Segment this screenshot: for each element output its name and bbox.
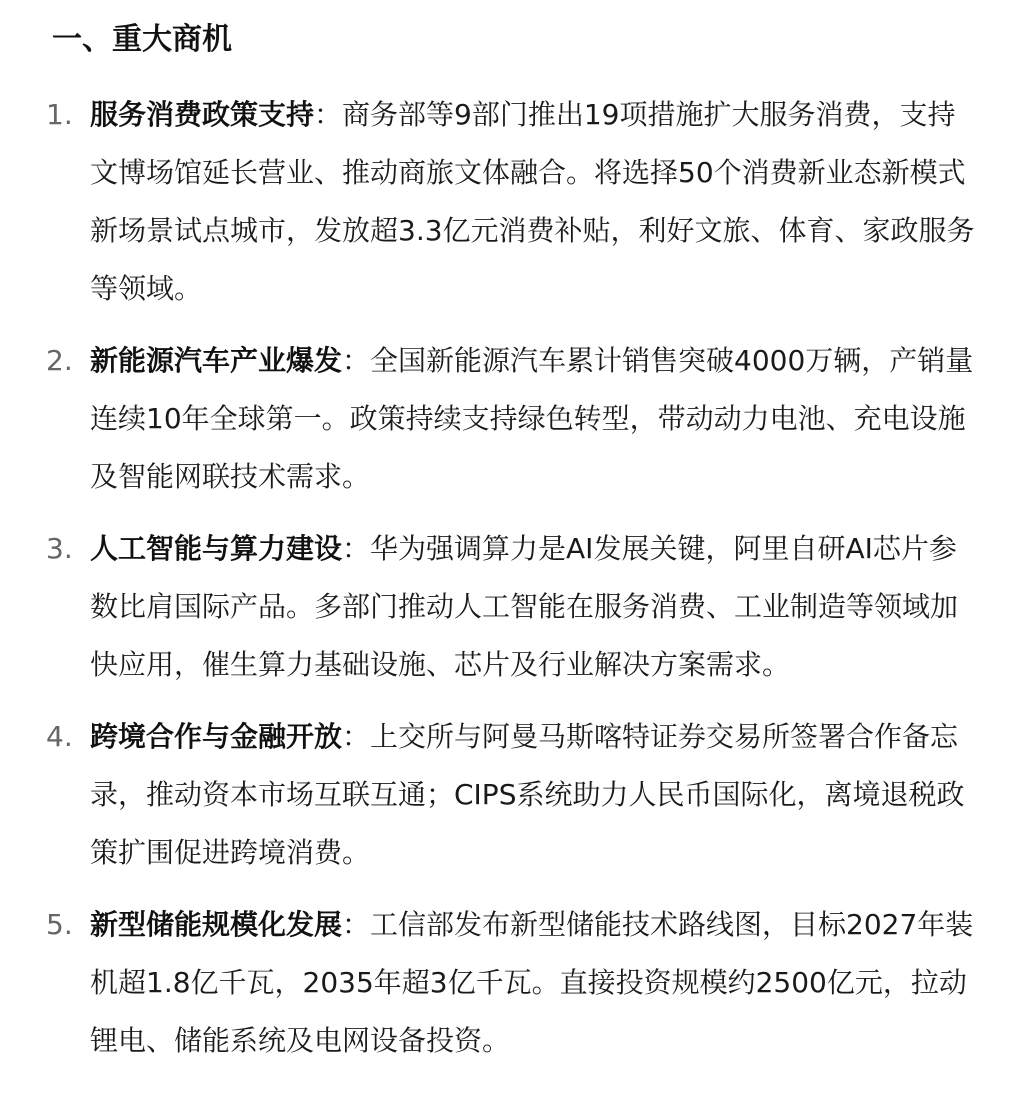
list-item-heading: 服务消费政策支持 [90, 98, 315, 131]
list-item-text: 工信部发布新型储能技术路线图，目标2027年装机超1.8亿千瓦，2035年超3亿千瓦。直接投资规模约2500亿元，拉动锂电、储能系统及电网设备投资。 [90, 908, 974, 1057]
heading-separator: ： [342, 532, 371, 565]
list-item-body [90, 520, 982, 694]
list-number: 3. [46, 532, 73, 565]
list-item-4 [46, 708, 982, 882]
heading-separator: ： [314, 98, 343, 131]
list-item-heading: 新能源汽车产业爆发 [90, 344, 343, 377]
list-item-3 [46, 520, 982, 694]
list-item-2 [46, 332, 982, 506]
list-item-heading: 跨境合作与金融开放 [90, 720, 343, 753]
list-item-body [90, 332, 982, 506]
list-item-heading: 新型储能规模化发展 [90, 908, 343, 941]
list-item-heading: 人工智能与算力建设 [90, 532, 343, 565]
list-item-5 [46, 896, 982, 1070]
heading-separator: ： [342, 908, 371, 941]
heading-separator: ： [342, 720, 371, 753]
list-item-text: 上交所与阿曼马斯喀特证券交易所签署合作备忘录，推动资本市场互联互通；CIPS系统助力人民币国际化，离境退税政策扩围促进跨境消费。 [90, 720, 965, 869]
heading-separator: ： [342, 344, 371, 377]
list-number: 2. [46, 344, 73, 377]
list-number: 4. [46, 720, 73, 753]
list-number: 5. [46, 908, 73, 941]
opportunity-list [46, 86, 982, 1070]
list-number: 1. [46, 98, 73, 131]
list-item-text: 商务部等9部门推出19项措施扩大服务消费，支持文博场馆延长营业、推动商旅文体融合。将选择50个消费新业态新模式新场景试点城市，发放超3.3亿元消费补贴，利好文旅、体育、家政服务等领域。 [90, 98, 975, 305]
list-item-body [90, 896, 982, 1070]
list-item-text: 全国新能源汽车累计销售突破4000万辆，产销量连续10年全球第一。政策持续支持绿色转型，带动动力电池、充电设施及智能网联技术需求。 [90, 344, 974, 493]
section-title: 一、重大商机 [52, 22, 232, 57]
list-item-1 [46, 86, 982, 318]
list-item-body [90, 708, 982, 882]
list-item-body [90, 86, 982, 318]
list-item-text: 华为强调算力是AI发展关键，阿里自研AI芯片参数比肩国际产品。多部门推动人工智能在服务消费、工业制造等领域加快应用，催生算力基础设施、芯片及行业解决方案需求。 [90, 532, 959, 681]
